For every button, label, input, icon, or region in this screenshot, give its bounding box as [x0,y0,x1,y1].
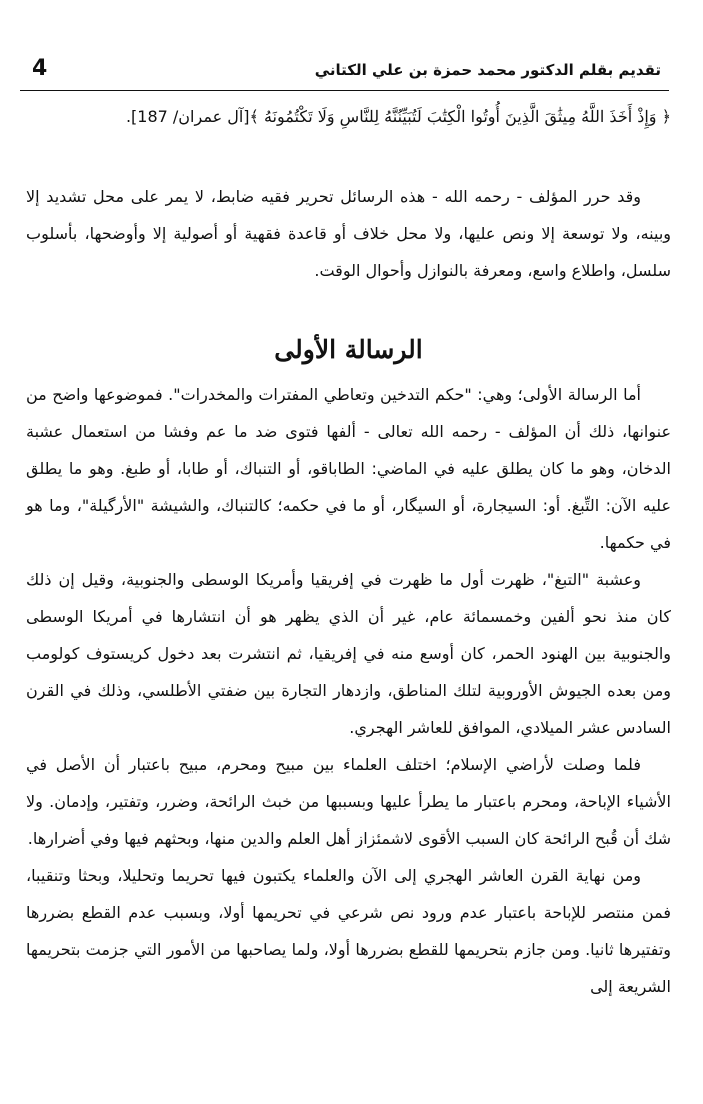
body-paragraph: أما الرسالة الأولى؛ وهي: "حكم التدخين وتعاطي المفترات والمخدرات". فموضوعها واضح من عنوانها، ذلك أن المؤلف - رحمه الله تعالى - ألفها فتوى ضد ما عم وفشا من استعمال عشبة الدخان، وهو ما كان يطلق عليه في الماضي: الطاباقو، أو التنباك، أو طابا، أو طبغ. وهو ما يطلق عليه الآن: التِّبغ. أو: السيجارة، أو السيگار، أو ما في حكمه؛ كالتنباك، والشيشة "الأرگيلة"، وما هو في حكمها. [26,385,671,552]
quran-verse: ﴿ وَإِذْ أَخَذَ اللَّهُ مِيثَٰقَ الَّذِينَ أُوتُوا الْكِتَٰبَ لَتُبَيِّنُنَّهُ لِلنَّاسِ وَلَا تَكْتُمُونَهُ ﴾ [249,107,671,126]
quran-quote [26,98,671,178]
body-paragraph: وعشبة "التبغ"، ظهرت أول ما ظهرت في إفريقيا وأمريكا الوسطى والجنوبية، وقيل إن ذلك كان منذ نحو ألفين وخمسمائة عام، غير أن الذي يظهر هو أن انتشارها في أمريكا الوسطى والجنوبية بين الهنود الحمر، كان أوسع منه في إفريقيا، ثم انتشرت بعد دخول كريستوف كولومب ومن بعده الجيوش الأوروبية لتلك المناطق، وازدهار التجارة بين ضفتي الأطلسي، وذلك في القرن السادس عشر الميلادي، الموافق للعاشر الهجري. [26,570,671,737]
page-body [26,98,671,1005]
section-heading: الرسالة الأولى [274,335,423,364]
body-paragraph: ومن نهاية القرن العاشر الهجري إلى الآن والعلماء يكتبون فيها تحريما وتحليلا، وبحثا وتنقيبا، فمن منتصر للإباحة باعتبار عدم ورود نص شرعي في تحريمها أولا، وبسبب عدم القطع بضررها وتفتيرها ثانيا. ومن جازم بتحريمها للقطع بضررها أولا، ولما يصاحبها من الأمور التي جزمت بتحريمها الشريعة إلى [26,866,671,996]
body-paragraph: فلما وصلت لأراضي الإسلام؛ اختلف العلماء بين مبيح ومحرم، مبيح باعتبار أن الأصل في الأشياء الإباحة، ومحرم باعتبار ما يطرأ عليها وبسببها من خبث الرائحة، وضرر، وتفتير، وإدمان. ولا شك أن قُبح الرائحة كان السبب الأقوى لاشمئزاز أهل العلم والدين منها، وبحثهم فيها وفي أضرارها. [26,755,671,848]
section-body [26,376,671,1005]
running-title: تقديم بقلم الدكتور محمد حمزة بن علي الكتاني [314,61,661,79]
quran-quote-line [26,98,671,136]
verse-citation: [آل عمران/ 187]. [125,107,250,126]
intro-paragraph: وقد حرر المؤلف - رحمه الله - هذه الرسائل تحرير فقيه ضابط، لا يمر على محل تشديد إلا وبينه، ولا توسعة إلا ونص عليها، ولا محل خلاف أو قاعدة فقهية أو أصولية إلا وأوضحها، بأسلوب سلسل، واطلاع واسع، ومعرفة بالنوازل وأحوال الوقت. [26,187,671,280]
section-heading-wrap [26,330,671,376]
page-number: 4 [32,56,48,81]
page-header [20,50,669,91]
